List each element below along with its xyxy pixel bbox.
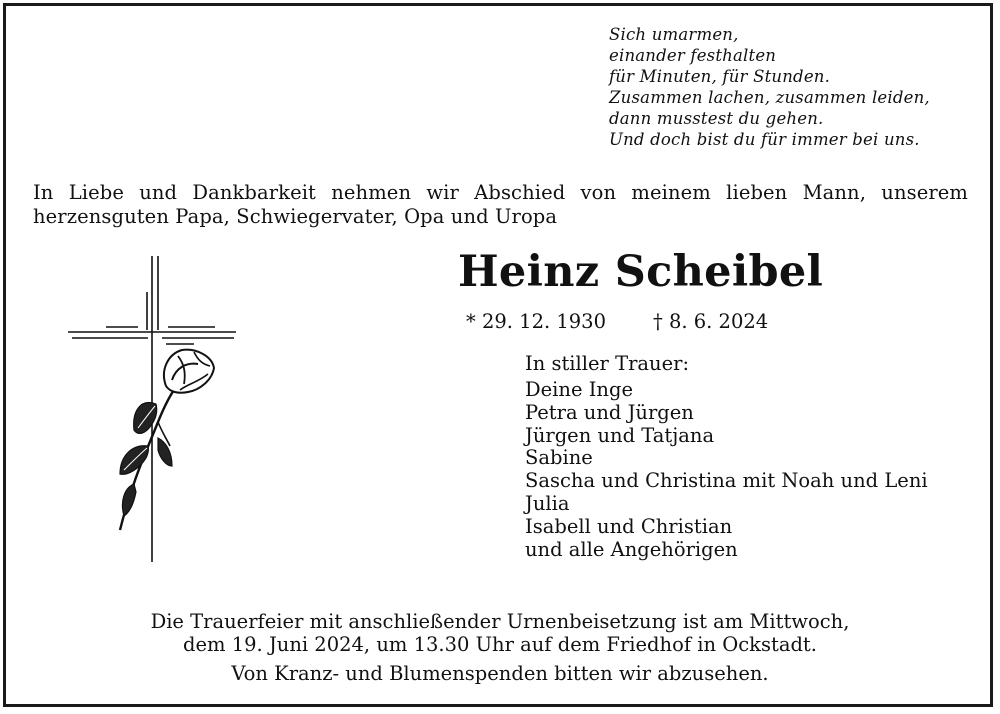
mourner-name: Isabell und Christian <box>525 514 733 538</box>
mourner-name: und alle Angehörigen <box>525 537 738 561</box>
cross-with-rose-icon <box>62 252 242 568</box>
deceased-name: Heinz Scheibel <box>458 247 824 297</box>
funeral-line: Die Trauerfeier mit anschließender Urnenbeisetzung ist am Mittwoch, <box>150 610 850 633</box>
poem-line: Und doch bist du für immer bei uns. <box>609 130 920 149</box>
mourner-name: Jürgen und Tatjana <box>525 423 715 447</box>
poem-line: Sich umarmen, <box>609 25 739 44</box>
birth-date: * 29. 12. 1930 <box>466 310 606 333</box>
poem-line: einander festhalten <box>609 46 777 65</box>
mourner-name: Julia <box>525 491 570 515</box>
poem <box>609 24 930 150</box>
poem-line: dann musstest du gehen. <box>609 109 824 128</box>
donation-note <box>0 662 1000 685</box>
mourner-name: Sascha und Christina mit Noah und Leni <box>525 469 928 493</box>
poem-line: für Minuten, für Stunden. <box>609 67 831 86</box>
mourners-heading: In stiller Trauer: <box>525 352 690 375</box>
mourner-name: Sabine <box>525 446 593 470</box>
funeral-line: dem 19. Juni 2024, um 13.30 Uhr auf dem Friedhof in Ockstadt. <box>183 633 817 656</box>
intro-text: In Liebe und Dankbarkeit nehmen wir Abschied von meinem lieben Mann, unserem herzensguten Papa, Schwiegervater, Opa und Uropa <box>33 181 968 228</box>
mourners-list <box>525 379 928 561</box>
donation-line: Von Kranz- und Blumenspenden bitten wir abzusehen. <box>231 662 769 685</box>
poem-line: Zusammen lachen, zusammen leiden, <box>609 88 930 107</box>
mourner-name: Deine Inge <box>525 378 633 401</box>
death-date: † 8. 6. 2024 <box>653 310 769 333</box>
mourner-name: Petra und Jürgen <box>525 400 694 424</box>
funeral-notice <box>0 610 1000 656</box>
